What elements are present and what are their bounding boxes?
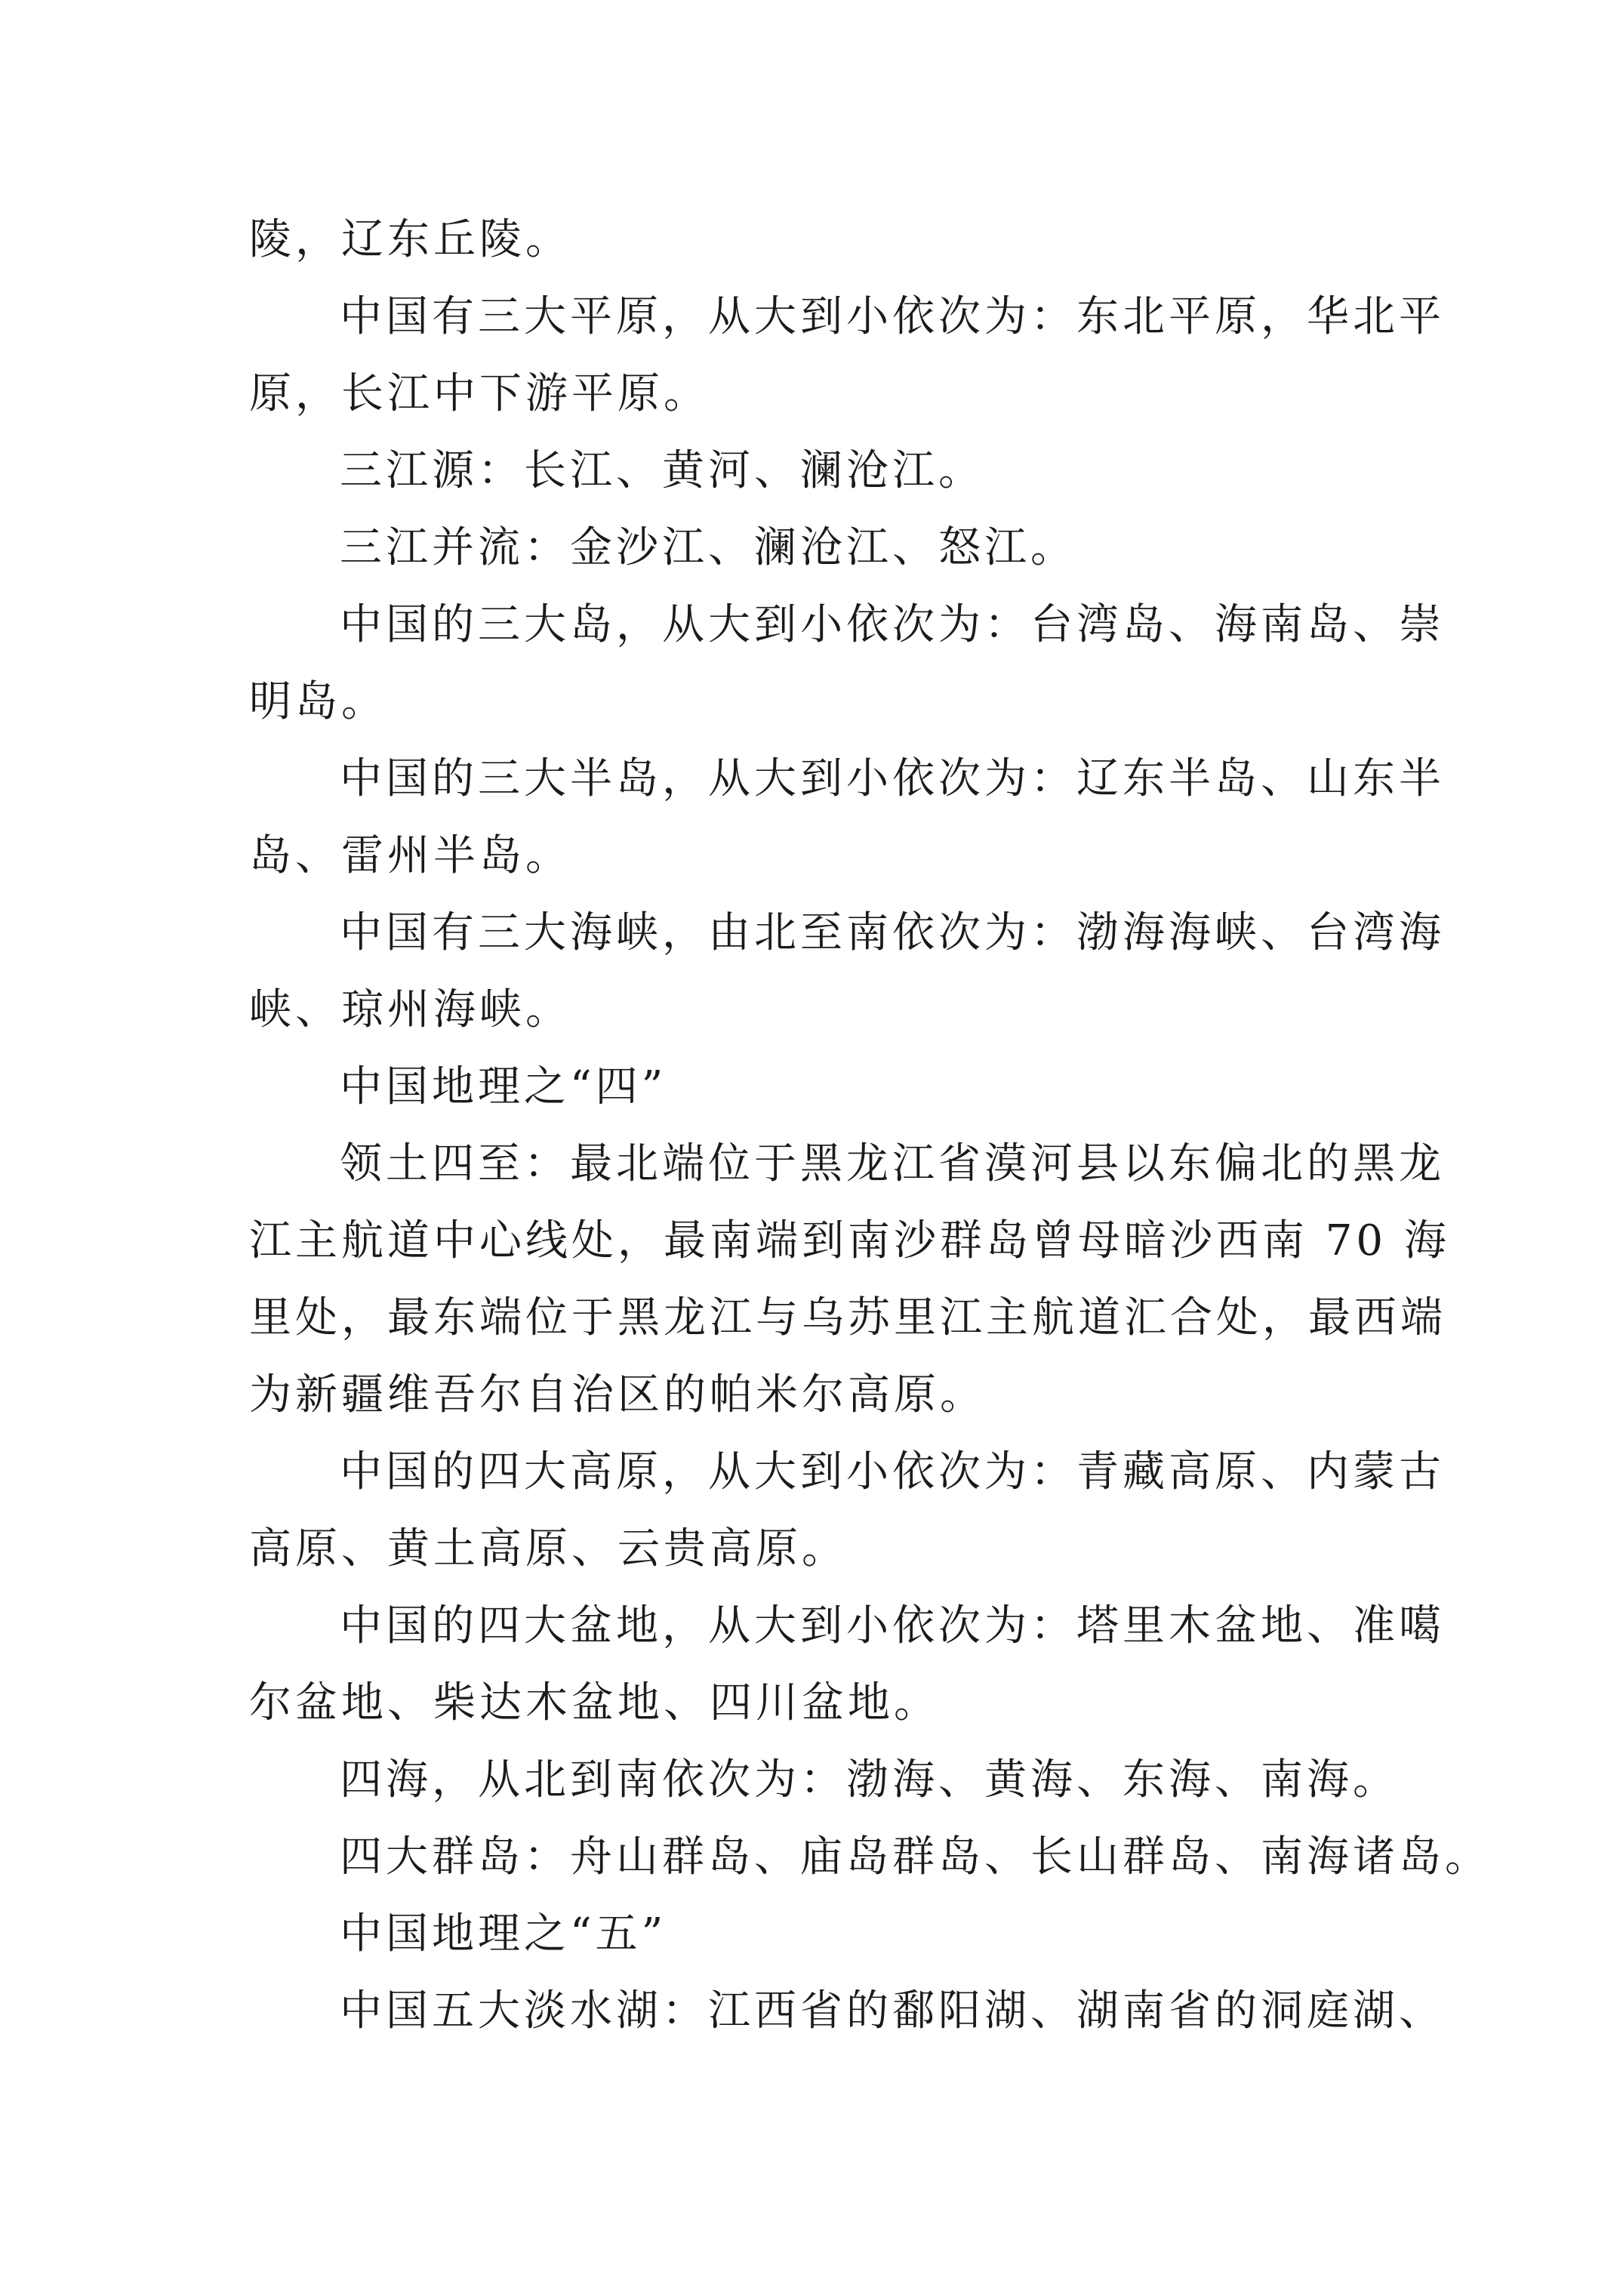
text-line: 中国有三大海峡，由北至南依次为：渤海海峡、台湾海: [340, 908, 1445, 957]
text-line: 为新疆维吾尔自治区的帕米尔高原。: [249, 1370, 986, 1419]
text-line: 岛、雷州半岛。: [249, 831, 571, 880]
text-line: 里处，最东端位于黑龙江与乌苏里江主航道汇合处，最西端: [249, 1293, 1446, 1342]
text-line: 中国的四大盆地，从大到小依次为：塔里木盆地、准噶: [340, 1601, 1445, 1650]
text-line: 明岛。: [249, 677, 387, 726]
text-line: 中国的三大半岛，从大到小依次为：辽东半岛、山东半: [340, 754, 1445, 803]
text-line: 三江源：长江、黄河、澜沧江。: [340, 446, 984, 495]
text-line: 四大群岛：舟山群岛、庙岛群岛、长山群岛、南海诸岛。: [340, 1832, 1491, 1881]
text-line: 三江并流：金沙江、澜沧江、怒江。: [340, 523, 1076, 572]
text-line: 原，长江中下游平原。: [249, 369, 710, 418]
section-heading: 中国地理之“五”: [340, 1909, 667, 1959]
text-line: 中国五大淡水湖：江西省的鄱阳湖、湖南省的洞庭湖、: [340, 1986, 1445, 2036]
text-line: 中国的四大高原，从大到小依次为：青藏高原、内蒙古: [340, 1447, 1445, 1496]
text-line: 陵，辽东丘陵。: [249, 215, 571, 264]
text-line: 峡、琼州海峡。: [249, 985, 571, 1034]
text-line: 江主航道中心线处，最南端到南沙群岛曾母暗沙西南 70 海: [249, 1216, 1450, 1265]
text-line: 中国有三大平原，从大到小依次为：东北平原，华北平: [340, 292, 1445, 341]
text-line: 中国的三大岛，从大到小依次为：台湾岛、海南岛、崇: [340, 600, 1445, 649]
text-line: 四海，从北到南依次为：渤海、黄海、东海、南海。: [340, 1755, 1399, 1804]
text-line: 尔盆地、柴达木盆地、四川盆地。: [249, 1678, 940, 1727]
section-heading: 中国地理之“四”: [340, 1062, 667, 1111]
text-line: 高原、黄土高原、云贵高原。: [249, 1524, 848, 1573]
text-line: 领土四至：最北端位于黑龙江省漠河县以东偏北的黑龙: [340, 1139, 1445, 1188]
